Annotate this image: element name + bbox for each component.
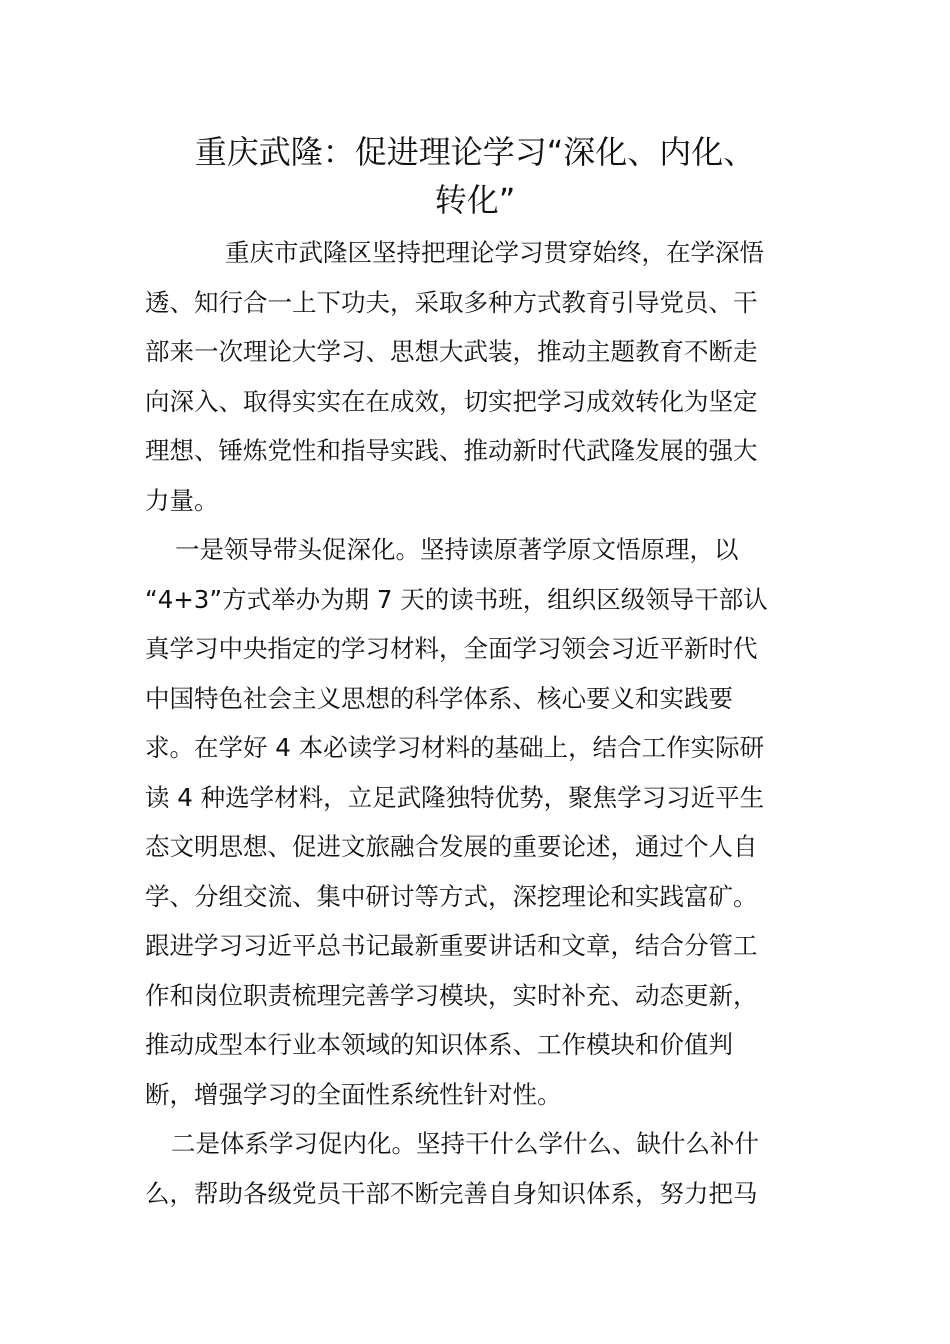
text-line: 透、知行合一上下功夫，采取多种方式教育引导党员、干 [145, 287, 758, 317]
text-line: 重庆市武隆区坚持把理论学习贯穿始终，在学深悟 [225, 238, 764, 267]
text-line: “4+3”方式举办为期 7 天的读书班，组织区级领导干部认 [145, 584, 768, 614]
text-line: 跟进学习习近平总书记最新重要讲话和文章，结合分管工 [145, 931, 758, 960]
title-line: 转化” [434, 181, 516, 219]
text-line: 二是体系学习促内化。坚持干什么学什么、缺什么补什 [171, 1129, 759, 1158]
text-line: 真学习中央指定的学习材料，全面学习领会习近平新时代 [145, 634, 758, 663]
document-body [145, 228, 810, 1218]
text-line: 断，增强学习的全面性系统性针对性。 [145, 1079, 562, 1109]
paragraph-section-2 [145, 1119, 810, 1218]
page-title [140, 128, 810, 224]
text-line: 力量。 [145, 485, 219, 515]
text-line: 求。在学好 4 本必读学习材料的基础上，结合工作实际研 [145, 733, 765, 762]
text-line: 读 4 种选学材料，立足武隆独特优势，聚焦学习习近平生 [145, 782, 765, 812]
text-line: 部来一次理论大学习、思想大武装，推动主题教育不断走 [145, 337, 758, 366]
title-line: 重庆武隆：促进理论学习“深化、内化、 [194, 133, 756, 171]
paragraph-intro [145, 228, 810, 525]
text-line: 中国特色社会主义思想的科学体系、核心要义和实践要 [145, 683, 733, 713]
text-line: 么，帮助各级党员干部不断完善自身知识体系，努力把马 [145, 1178, 758, 1208]
text-line: 学、分组交流、集中研讨等方式，深挖理论和实践富矿。 [145, 881, 758, 911]
text-line: 向深入、取得实实在在成效，切实把学习成效转化为坚定 [145, 386, 758, 416]
text-line: 推动成型本行业本领域的知识体系、工作模块和价值判 [145, 1030, 733, 1059]
text-line: 态文明思想、促进文旅融合发展的重要论述，通过个人自 [145, 832, 758, 861]
text-line: 一是领导带头促深化。坚持读原著学原文悟原理，以 [175, 535, 739, 564]
paragraph-section-1 [145, 525, 810, 1119]
text-line: 作和岗位职责梳理完善学习模块，实时补充、动态更新， [145, 980, 758, 1010]
text-line: 理想、锤炼党性和指导实践、推动新时代武隆发展的强大 [145, 436, 758, 465]
